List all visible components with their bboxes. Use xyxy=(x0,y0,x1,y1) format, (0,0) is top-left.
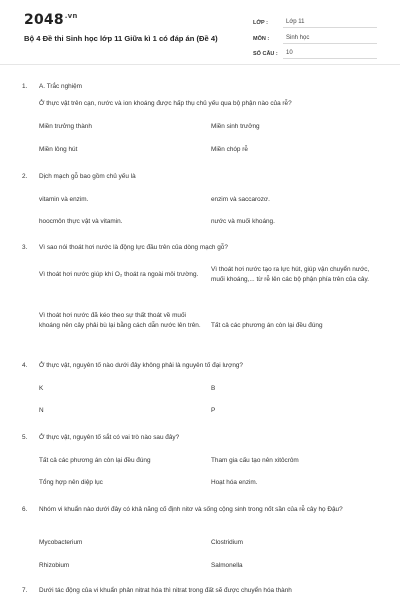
question-3 xyxy=(22,243,382,329)
answer-option[interactable]: K xyxy=(39,385,44,392)
site-logo[interactable] xyxy=(24,12,78,28)
question-1-heading xyxy=(22,82,382,92)
question-number: 4. xyxy=(22,362,28,369)
meta-value: 10 xyxy=(283,50,377,59)
meta-row-class xyxy=(253,14,377,28)
question-2 xyxy=(22,172,382,225)
question-text: Dưới tác động của vi khuẩn phản nitrat hóa thì nitrat trong đất sẽ được chuyển hóa thành xyxy=(39,587,292,594)
answer-option[interactable]: Vì thoát hơi nước giúp khí O₂ thoát ra ngoài môi trường. xyxy=(39,271,199,278)
logo-text: 2048 xyxy=(24,12,64,28)
meta-label: SỐ CÂU : xyxy=(253,51,278,57)
answer-option[interactable]: Miền lông hút xyxy=(39,146,78,153)
answer-option[interactable]: nước và muối khoáng. xyxy=(211,218,275,225)
answer-option[interactable]: enzim và saccarozơ. xyxy=(211,196,270,203)
question-number: 6. xyxy=(22,506,28,513)
answer-option[interactable]: B xyxy=(211,385,216,392)
answer-option[interactable]: Hoạt hóa enzim. xyxy=(211,479,258,486)
answer-option[interactable]: Rhizobium xyxy=(39,562,70,569)
answer-option[interactable]: vitamin và enzim. xyxy=(39,196,89,203)
answer-option[interactable]: N xyxy=(39,407,44,414)
answer-option[interactable]: Salmonella xyxy=(211,562,243,569)
question-text: Ở thực vật, nguyên tố nào dưới đây không phải là nguyên tố đại lượng? xyxy=(39,362,243,369)
meta-value: Sinh học xyxy=(283,35,377,44)
question-5 xyxy=(22,433,382,486)
meta-label: LỚP : xyxy=(253,20,268,26)
question-number: 2. xyxy=(22,173,28,180)
answer-option[interactable]: Vì thoát hơi nước đã kéo theo sự thất thoát về muối khoáng nên cây phải bù lại bằng cách dẫn nước lên trên. xyxy=(39,312,201,329)
question-text: Vì sao nói thoát hơi nước là động lực đầu trên của dòng mạch gỗ? xyxy=(39,244,228,251)
answer-option[interactable]: Tham gia cấu tạo nên xitôcrôm xyxy=(211,457,299,464)
page-header xyxy=(0,0,400,65)
answer-option[interactable]: Tất cả các phương án còn lại đều đúng xyxy=(211,322,323,329)
question-number: 1. xyxy=(22,83,28,90)
meta-row-count xyxy=(253,45,377,59)
question-text: A. Trắc nghiệm xyxy=(39,83,82,90)
answer-option[interactable]: Tất cả các phương án còn lại đều đúng xyxy=(39,457,151,464)
meta-label: MÔN : xyxy=(253,35,270,42)
question-text: Ở thực vật trên cạn, nước và ion khoáng được hấp thụ chủ yếu qua bộ phận nào của rễ? xyxy=(39,100,292,107)
question-6 xyxy=(22,505,382,569)
answer-options xyxy=(39,109,382,153)
question-1 xyxy=(22,99,382,153)
answer-option[interactable]: P xyxy=(211,407,216,414)
question-4 xyxy=(22,361,382,414)
answer-option[interactable]: Miền chóp rễ xyxy=(211,146,248,153)
logo-suffix: .vn xyxy=(64,12,78,21)
document-title: Bộ 4 Đề thi Sinh học lớp 11 Giữa kì 1 có đáp án (Đề 4) xyxy=(24,34,218,43)
answer-option[interactable]: Clostridium xyxy=(211,539,243,546)
answer-option[interactable]: Mycobacterium xyxy=(39,539,83,546)
answer-option[interactable]: Miền sinh trưởng xyxy=(211,123,260,130)
meta-value: Lớp 11 xyxy=(283,19,377,28)
question-7 xyxy=(22,586,382,596)
meta-row-subject xyxy=(253,30,377,44)
question-number: 7. xyxy=(22,587,28,594)
question-text: Nhóm vi khuẩn nào dưới đây có khả năng cố định nitơ và sống cộng sinh trong nốt sần của rễ cây họ Đậu? xyxy=(39,506,343,513)
question-number: 5. xyxy=(22,434,28,441)
question-number: 3. xyxy=(22,244,28,251)
answer-option[interactable]: hoocmôn thực vật và vitamin. xyxy=(39,218,123,225)
answer-option[interactable]: Vì thoát hơi nước tạo ra lực hút, giúp vận chuyển nước, muối khoáng,... từ rễ lên các bộ phận phía trên của cây. xyxy=(211,266,370,283)
answer-option[interactable]: Tổng hợp nên diệp lục xyxy=(39,479,103,486)
question-text: Dịch mạch gỗ bao gồm chủ yếu là xyxy=(39,173,136,180)
question-text: Ở thực vật, nguyên tố sắt có vai trò nào sau đây? xyxy=(39,434,180,441)
exam-meta xyxy=(253,14,377,61)
answer-option[interactable]: Miền trưởng thành xyxy=(39,123,92,130)
